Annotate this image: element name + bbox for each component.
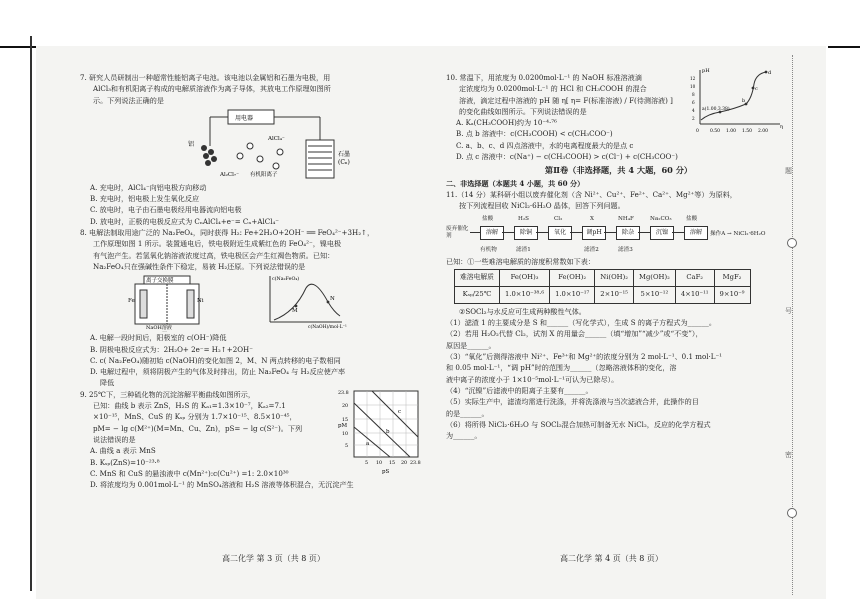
fig-label: (Cₙ): [338, 158, 350, 166]
q8-option[interactable]: C. c( Na₂FeO₄)随初始 c(NaOH)的变化如图 2，M、N 两点转移的电子数相同: [90, 355, 341, 365]
right-column: [446, 68, 791, 441]
table-cell: Fe(OH)₂: [550, 269, 595, 286]
q11-sub[interactable]: （5）实际生产中，滤渣均需进行洗涤，并将洗涤液与当次滤液合并，此操作的目: [446, 397, 699, 407]
fig-label: 有机阳离子: [250, 171, 278, 178]
fig-label: 用电器: [235, 114, 254, 122]
q8-text: 工作原理如图 1 所示。装置通电后，铁电极附近生成紫红色的 FeO₄²⁻，镍电极: [93, 239, 342, 249]
q11-sub[interactable]: （1）滤渣 1 的主要成分是 S 和______（写化学式），生成 S 的离子方程式为______。: [446, 318, 716, 328]
x-tick: 10: [376, 460, 383, 466]
ksp-table: [454, 269, 751, 304]
point-label: d: [768, 70, 772, 76]
q7-text: AlCl₃和有机阳离子构成的电解质溶液作为离子导体，其放电工作原理如图所: [93, 84, 331, 94]
y-tick: 10: [342, 431, 349, 437]
q10-titration-chart: [686, 66, 786, 136]
flow-output: 有机物: [480, 246, 497, 253]
q11-sub[interactable]: （6）将所得 NiCl₂·6H₂O 与 SOCl₂混合加热可制备无水 NiCl₂，反应的化学方程式: [446, 419, 711, 429]
flow-arrow: [570, 232, 582, 233]
q10-option[interactable]: C. a、b、c、d 四点溶液中，水的电离程度最大的是点 c: [456, 140, 634, 150]
curve-label: a: [366, 440, 370, 447]
table-cell: 5×10⁻¹²: [633, 286, 675, 303]
q8-text: 有气泡产生。若氢氧化钠溶液浓度过高，铁电极区会产生红褐色物质。已知：: [93, 250, 335, 260]
flow-end: 操作A → NiCl₂·6H₂O: [710, 230, 766, 237]
table-cell: Kₛₚ/25℃: [455, 286, 500, 303]
flow-step: 除杂: [616, 226, 640, 240]
table-cell: 9×10⁻⁹: [714, 286, 750, 303]
point-label: c: [755, 86, 758, 92]
table-cell: Mg(OH)₂: [633, 269, 675, 286]
q8-option[interactable]: B. 阴极电极反应式为：2H₂O+ 2e⁻= H₂↑+2OH⁻: [90, 344, 253, 354]
fig-label: Fe: [128, 298, 135, 305]
fig-label: c(Na₂FeO₄): [272, 277, 300, 283]
table-cell: 难溶电解质: [455, 269, 500, 286]
x-tick: 1.50: [742, 129, 753, 134]
x-tick: 0.50: [710, 129, 721, 134]
top-rule-right: [828, 46, 860, 48]
q8-text: 8. 电解法制取用途广泛的 Na₂FeO₄，同时获得 H₂: Fe+2H₂O+2OH⁻ ══ FeO₄²⁻+3H₂↑，: [80, 228, 375, 238]
q8-text: Na₂FeO₄只在强碱性条件下稳定，易被 H₂还原。下列说法错误的是: [93, 261, 306, 271]
q10-option[interactable]: A. Kₐ(CH₃COOH)约为 10⁻⁴·⁷⁶: [456, 118, 557, 128]
table-cell: CaF₂: [675, 269, 714, 286]
point-label: a(1.00,3.38): [702, 107, 730, 112]
flow-step: 氧化: [548, 226, 572, 240]
curve-label: b: [386, 428, 390, 435]
y-tick: 10: [690, 84, 696, 89]
section-title: 第Ⅱ卷（非选择题，共 4 大题，60 分）: [544, 165, 693, 176]
q8-option[interactable]: D. 电解过程中，须将阴极产生的气体及时排出，防止 Na₂FeO₄ 与 H₂反应使产率: [90, 367, 346, 377]
x-tick: 2.00: [758, 129, 769, 134]
table-cell: Ni(OH)₂: [595, 269, 634, 286]
left-column: [80, 72, 425, 490]
fig-label: NaOH溶液: [146, 325, 172, 332]
q7-battery-figure: [80, 106, 425, 182]
q9-option[interactable]: B. Kₛₚ(ZnS)=10⁻²³·⁸: [90, 457, 160, 467]
fig-label: M: [292, 308, 298, 315]
y-tick: 12: [690, 76, 696, 81]
q11-known-2: ②SOCl₂与水反应可生成两种酸性气体。: [459, 306, 586, 316]
table-row: [455, 286, 751, 303]
q9-text: pM= − lg c(M²⁺)(M=Mn、Cu、Zn)，pS= − lg c(S²⁻)。下列: [93, 423, 303, 433]
side-mark: 题: [785, 167, 792, 175]
q7-text: 示。下列说法正确的是: [93, 95, 164, 105]
flow-input: X: [590, 215, 594, 222]
curve-label: c: [398, 408, 402, 415]
flow-step: 除铜: [514, 226, 538, 240]
q9-text: 说法错误的是: [93, 434, 136, 444]
q11-sub: 液中离子的浓度小于 1×10⁻⁵mol·L⁻¹可认为已除尽）。: [446, 374, 619, 384]
y-tick: 4: [692, 108, 695, 113]
flow-step: 沉镍: [650, 226, 674, 240]
y-tick: 23.8: [338, 390, 349, 396]
q11-text: 按下列流程回收 NiCl₂·6H₂O 晶体，回答下列问题。: [459, 201, 625, 211]
flow-step: 溶解: [684, 226, 708, 240]
binding-hole: [787, 508, 797, 518]
flow-input: NH₄F: [618, 215, 634, 222]
x-tick: 20: [401, 460, 408, 466]
y-tick: 6: [692, 100, 695, 105]
x-tick: 0: [696, 129, 699, 134]
y-tick: 8: [692, 92, 695, 97]
y-tick: 5: [345, 443, 349, 449]
left-frame-line: [30, 36, 32, 591]
q10-text: 定浓度均为 0.0200mol·L⁻¹ 的 HCl 和 CH₃COOH 的混合: [459, 84, 647, 94]
flow-output: 滤渣2: [584, 246, 599, 253]
fig-label: 石墨: [338, 150, 351, 158]
q7-text: 7. 研究人员研制出一种超常性能铝离子电池。该电池以金属铝和石墨为电极，用: [80, 73, 331, 82]
flow-arrow: [502, 232, 514, 233]
x-tick: 1.00: [726, 129, 737, 134]
table-cell: MgF₂: [714, 269, 750, 286]
flow-input: Cl₂: [554, 215, 563, 222]
q11-known-1: 已知：①一些难溶电解质的溶度积常数如下表：: [446, 256, 595, 266]
y-tick: 20: [342, 403, 349, 409]
table-header-row: [455, 269, 751, 286]
flow-step: 调pH: [582, 226, 606, 240]
q9-option[interactable]: C. MnS 和 CuS 的悬浊液中 c(Mn²⁺):c(Cu²⁺) =1: 2.0×10³⁰: [90, 468, 289, 478]
side-mark: 密: [785, 451, 792, 459]
side-mark: 号: [785, 307, 792, 315]
q9-ksp-chart: [338, 387, 424, 475]
q10-option[interactable]: D. 点 c 溶液中：c(Na⁺) − c(CH₃COOH) > c(Cl⁻) + c(CH₃COO⁻): [456, 152, 678, 162]
flow-input: Na₂CO₃: [650, 215, 672, 222]
x-tick: 23.8: [410, 460, 421, 466]
table-cell: 2×10⁻¹⁵: [595, 286, 634, 303]
fig-label: 铝: [188, 140, 195, 148]
fig-label: c(NaOH)/mol·L⁻¹: [308, 325, 347, 331]
x-tick: 15: [389, 460, 396, 466]
q11-sub[interactable]: 原因是______。: [446, 340, 496, 350]
q7-option[interactable]: C. 放电时，电子由石墨电极经用电器流向铝电极: [90, 205, 242, 215]
q9-text: 已知：曲线 b 表示 ZnS，H₂S 的 Kₐ₁=1.3×10⁻⁷，Kₐ₂=7.1: [93, 401, 286, 411]
flow-input: 盐酸: [482, 215, 494, 222]
table-cell: 1.0×10⁻³⁸·⁶: [499, 286, 549, 303]
table-cell: Fe(OH)₃: [499, 269, 549, 286]
flow-input: H₂S: [518, 215, 529, 222]
q10-text: 10. 常温下，用浓度为 0.0200mol·L⁻¹ 的 NaOH 标准溶液滴: [446, 73, 642, 82]
x-tick: 5: [365, 460, 369, 466]
q8-figures: [80, 272, 425, 332]
q8-option: 降低: [100, 378, 115, 388]
q11-sub[interactable]: （3）“氧化”后测得溶液中 Ni²⁺、Fe³⁺和 Mg²⁺的浓度分别为 2 mol·L⁻¹、0.1 mol·L⁻¹: [446, 352, 723, 362]
q8-option[interactable]: A. 电解一段时间后，阳极室的 c(OH⁻)降低: [90, 333, 227, 343]
fig-label: N: [330, 296, 335, 303]
table-cell: 1.0×10⁻¹⁷: [550, 286, 595, 303]
fig-label: Al₂Cl₇⁻: [220, 171, 240, 178]
y-tick: 2: [692, 116, 695, 121]
q9-option[interactable]: D. 将浓度均为 0.001mol·L⁻¹ 的 MnSO₄溶液和 H₂S 溶液等体积混合，无沉淀产生: [90, 480, 354, 490]
fig-label: AlCl₄⁻: [268, 135, 285, 142]
x-axis-label: pS: [382, 468, 390, 475]
q11-sub[interactable]: 和 0.05 mol·L⁻¹，“调 pH”时的范围为______（忽略溶液体积的变化，溶: [446, 363, 677, 373]
q11-sub[interactable]: 的是______。: [446, 408, 489, 418]
point-label: b: [742, 98, 746, 104]
flow-arrow: [672, 232, 684, 233]
fig-label: [162, 331, 170, 332]
fig-label: 离子交换膜: [146, 278, 174, 285]
q11-flowchart: [446, 212, 791, 256]
flow-arrow: [604, 232, 616, 233]
q11-text: 11.（14 分）某科研小组以废弃催化剂（含 Ni²⁺、Cu²⁺、Fe²⁺、Ca²⁺、Mg²⁺等）为原料，: [446, 189, 737, 199]
flow-output: 滤渣3: [618, 246, 633, 253]
y-axis-label: pM: [338, 422, 348, 429]
flow-step: 溶解: [480, 226, 504, 240]
flow-arrow: [638, 232, 650, 233]
page-footer-left: 高二化学 第 3 页（共 8 页）: [222, 554, 325, 563]
flow-arrow: [470, 232, 480, 233]
fig-label: Ni: [197, 298, 204, 305]
q9-text: 9. 25℃下，三种硫化物的沉淀溶解平衡曲线如图所示，: [80, 389, 255, 399]
page-footer-right: 高二化学 第 4 页（共 8 页）: [560, 554, 663, 563]
q11-sub[interactable]: （4）“沉镍”后滤液中的阳离子主要有______。: [446, 385, 593, 395]
q10-text: 的变化曲线如图所示。下列说法错误的是: [459, 106, 587, 116]
q9-option[interactable]: A. 曲线 a 表示 MnS: [90, 446, 156, 456]
flow-input: 盐酸: [686, 215, 698, 222]
x-axis-label: η: [780, 124, 783, 130]
electrolysis-diagram: [80, 272, 425, 332]
flow-output: 滤渣1: [516, 246, 531, 253]
flow-arrow: [536, 232, 548, 233]
table-cell: 4×10⁻¹¹: [675, 286, 714, 303]
y-tick: 15: [342, 417, 349, 423]
q11-sub[interactable]: （2）若用 H₂O₂代替 Cl₂，试剂 X 的用量会______（填“增加”“减少”或“不变”），: [446, 329, 703, 339]
q10-option[interactable]: B. 点 b 溶液中：c(CH₃COOH) < c(CH₃COO⁻): [456, 129, 613, 139]
q10-text: 溶液，滴定过程中溶液的 pH 随 η[ η= F(标准溶液) / F(待测溶液) ]: [459, 95, 673, 105]
battery-diagram: [80, 106, 425, 182]
q7-option[interactable]: B. 充电时，铝电极上发生氧化反应: [90, 194, 200, 204]
q11-sub[interactable]: 为______。: [446, 431, 482, 441]
flow-start: 废弃催化剂: [446, 225, 469, 239]
q7-option[interactable]: A. 充电时，AlCl₄⁻向铝电极方向移动: [90, 182, 207, 192]
y-axis-label: pH: [702, 68, 710, 74]
section-subtitle: 二、非选择题（本题共 4 小题，共 60 分）: [446, 178, 585, 188]
q7-option[interactable]: D. 放电时，正极的电极反应式为 CₙAlCl₄+e⁻= Cₙ+AlCl₄⁻: [90, 216, 280, 226]
q9-text: ×10⁻¹⁵，MnS、CuS 的 Kₛₚ 分别为 1.7×10⁻¹⁵、8.5×10⁻⁴⁵，: [93, 412, 297, 422]
